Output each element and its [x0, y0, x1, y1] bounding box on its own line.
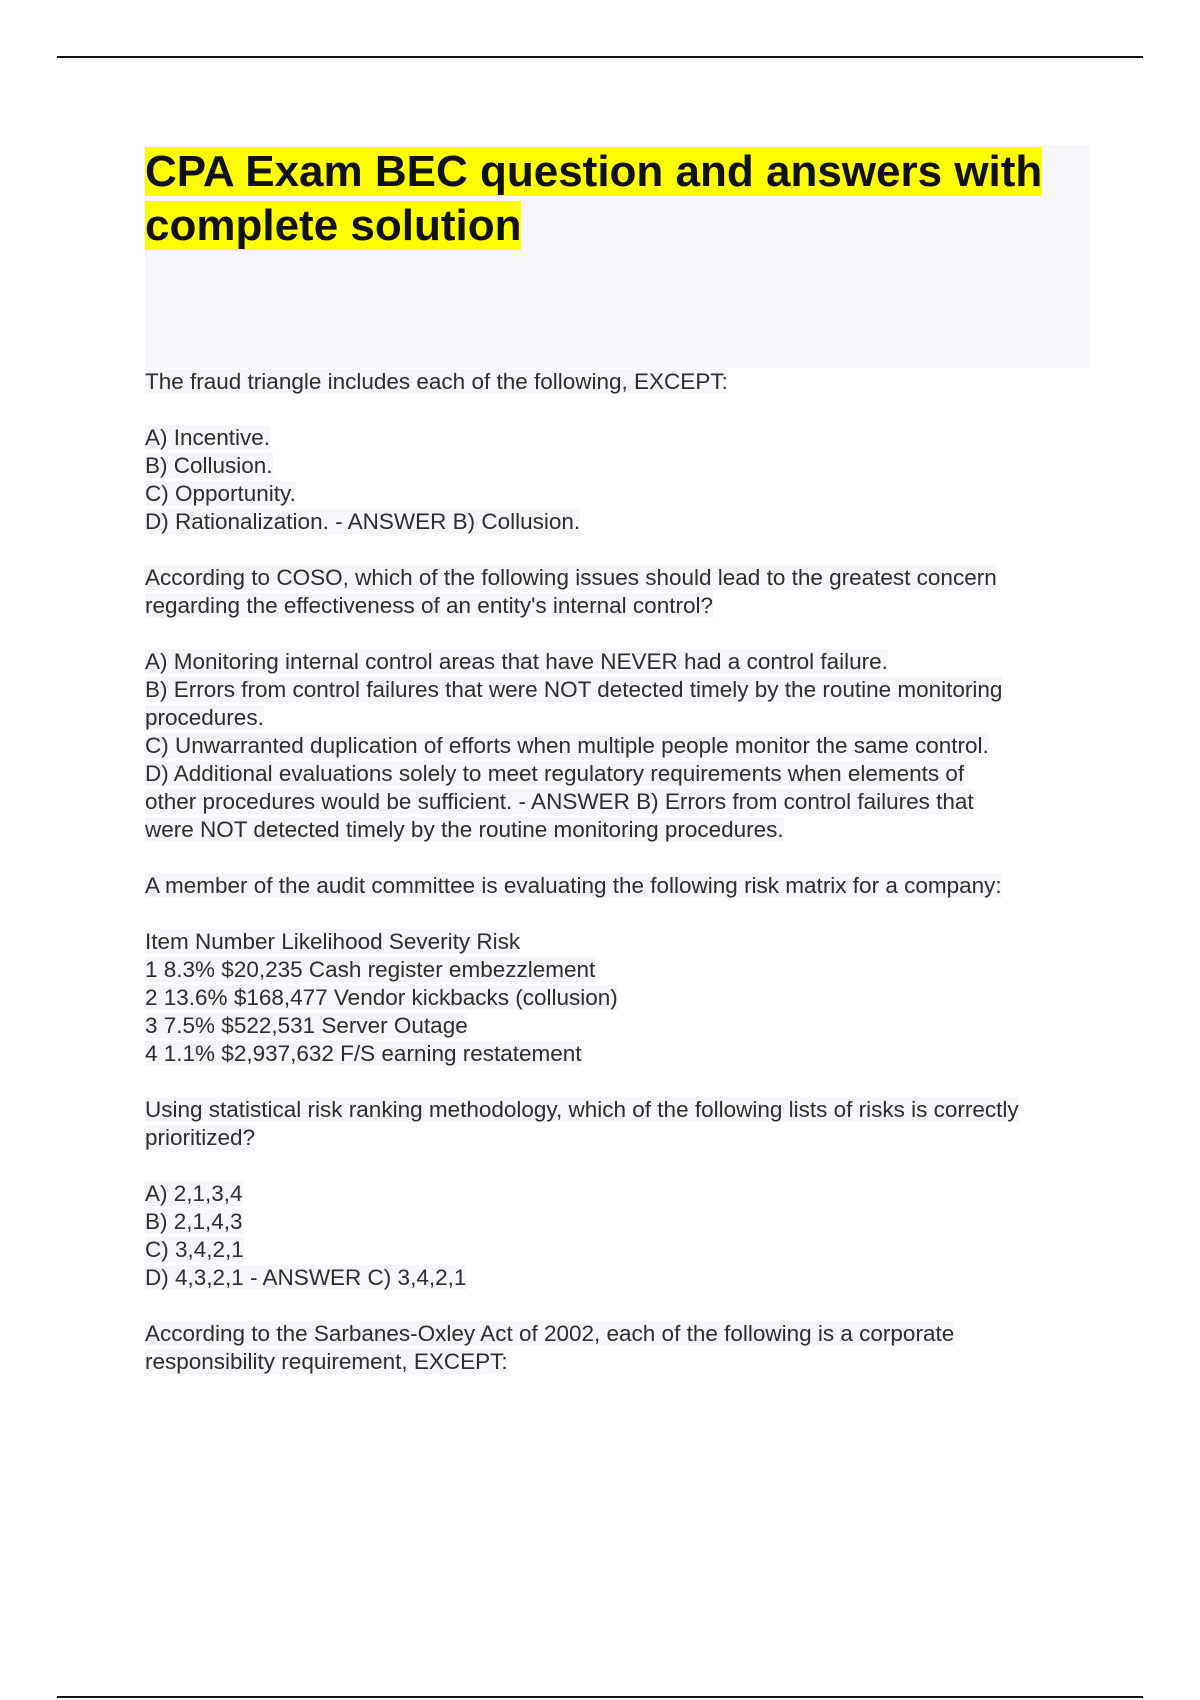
- question-line: A member of the audit committee is evaluating the following risk matrix for a company:: [145, 873, 1002, 898]
- option-line: C) Unwarranted duplication of efforts when multiple people monitor the same control.: [145, 733, 989, 758]
- option-line: procedures.: [145, 705, 264, 730]
- question-1-options: [145, 424, 1095, 536]
- question-1: [145, 368, 1095, 396]
- document-body: [145, 368, 1095, 1404]
- option-line: B) Errors from control failures that were NOT detected timely by the routine monitoring: [145, 677, 1003, 702]
- question-line: prioritized?: [145, 1125, 256, 1150]
- risk-matrix: [145, 928, 1095, 1068]
- question-line: Using statistical risk ranking methodology, which of the following lists of risks is correctly: [145, 1097, 1019, 1122]
- document-title-text: CPA Exam BEC question and answers with complete solution: [145, 147, 1043, 250]
- question-4: [145, 1320, 1095, 1376]
- title-block: [145, 145, 1090, 368]
- option-line: C) Opportunity.: [145, 481, 296, 506]
- question-line: regarding the effectiveness of an entity's internal control?: [145, 593, 713, 618]
- question-line: According to the Sarbanes-Oxley Act of 2002, each of the following is a corporate: [145, 1321, 955, 1346]
- option-line: were NOT detected timely by the routine monitoring procedures.: [145, 817, 784, 842]
- bottom-rule: [57, 1696, 1143, 1698]
- option-line: A) Incentive.: [145, 425, 271, 450]
- option-line: other procedures would be sufficient. - ANSWER B) Errors from control failures that: [145, 789, 974, 814]
- document-title: [145, 145, 1045, 253]
- risk-matrix-row: 2 13.6% $168,477 Vendor kickbacks (collusion): [145, 985, 618, 1010]
- question-line: responsibility requirement, EXCEPT:: [145, 1349, 508, 1374]
- option-line: B) Collusion.: [145, 453, 273, 478]
- option-line: D) Rationalization. - ANSWER B) Collusion.: [145, 509, 581, 534]
- risk-matrix-row: 4 1.1% $2,937,632 F/S earning restatement: [145, 1041, 582, 1066]
- option-line: D) Additional evaluations solely to meet regulatory requirements when elements of: [145, 761, 965, 786]
- risk-matrix-row: 1 8.3% $20,235 Cash register embezzlement: [145, 957, 596, 982]
- risk-matrix-row: 3 7.5% $522,531 Server Outage: [145, 1013, 468, 1038]
- question-3-options: [145, 1180, 1095, 1292]
- risk-matrix-header: Item Number Likelihood Severity Risk: [145, 929, 521, 954]
- question-line: According to COSO, which of the following issues should lead to the greatest concern: [145, 565, 997, 590]
- question-1-text: The fraud triangle includes each of the following, EXCEPT:: [145, 369, 728, 394]
- question-3: [145, 1096, 1095, 1152]
- option-line: D) 4,3,2,1 - ANSWER C) 3,4,2,1: [145, 1265, 467, 1290]
- option-line: C) 3,4,2,1: [145, 1237, 244, 1262]
- question-2: [145, 564, 1095, 620]
- question-3-intro: [145, 872, 1095, 900]
- top-rule: [57, 56, 1143, 58]
- question-2-options: [145, 648, 1095, 844]
- option-line: B) 2,1,4,3: [145, 1209, 243, 1234]
- option-line: A) Monitoring internal control areas that have NEVER had a control failure.: [145, 649, 888, 674]
- option-line: A) 2,1,3,4: [145, 1181, 243, 1206]
